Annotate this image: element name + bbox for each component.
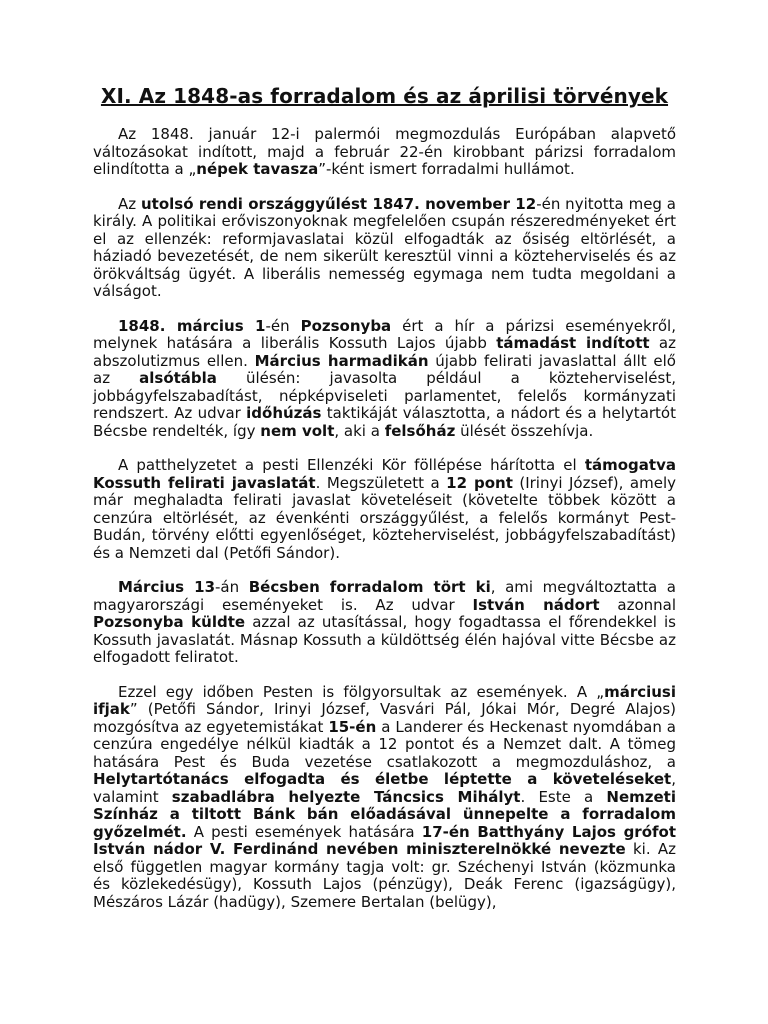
bold-text-run: szabadlábra helyezte Táncsics Mihályt	[171, 787, 521, 806]
paragraph-6	[93, 684, 676, 912]
bold-text-run: Pozsonyba	[300, 316, 392, 335]
bold-text-run: támogatva Kossuth felirati javaslatát	[93, 456, 676, 492]
text-run: ” (Petőfi Sándor, Irinyi József, Vasvári Pál, Jókai Mór, Degré Alajos) mozgósítva az egyetemistákat	[93, 700, 676, 736]
text-run: , aki a	[334, 421, 385, 440]
bold-text-run: felsőház	[384, 421, 456, 440]
text-run: Az 1848. január 12-i palermói megmozdulás Európában alapvető változásokat indított, majd a február 22-én kirobbant párizsi forradalom elindította a „	[93, 125, 676, 178]
text-run: a Landerer és Heckenast nyomdában a cenzúra engedélye nélkül kiadták a 12 pontot és a Nemzet dalt. A tömeg hatására Pest és Buda vezetése csatlakozott a megmozduláshoz, a	[93, 717, 676, 771]
bold-text-run: népek tavasza	[196, 160, 319, 178]
bold-text-run: Március 13	[118, 578, 216, 596]
paragraph-5	[93, 579, 676, 667]
bold-text-run: Pozsonyba küldte	[93, 613, 246, 631]
paragraph-4	[93, 457, 676, 562]
text-run: újabb felirati javaslattal állt elő az	[93, 351, 676, 387]
bold-text-run: támadást indított	[496, 334, 650, 352]
paragraph-3	[93, 318, 676, 441]
text-run: -én	[265, 316, 301, 335]
bold-text-run: 15-én	[328, 717, 377, 736]
text-run: , ami megváltoztatta a magyarországi eseményeket is. Az udvar	[93, 578, 677, 614]
text-run: ülését összehívja.	[455, 421, 594, 440]
text-run: Az	[118, 194, 141, 213]
bold-text-run: Bécsben forradalom tört ki	[248, 578, 491, 596]
text-run: (Irinyi József), amely már meghaladta felirati javaslat követeléseit (követelte többek között a cenzúra eltörlését, az évenkénti országgyűlést, a felelős kormányt Pest-Budán, törvény előtti egyenlőséget, közteherviselést, jobbágyfelszabadítást) és a Nemzeti dal (Petőfi Sándor).	[93, 473, 676, 562]
text-run: , valamint	[93, 770, 676, 806]
bold-text-run: Nemzeti Színház a tiltott Bánk bán előadásával ünnepelte a forradalom győzelmét.	[93, 787, 676, 841]
bold-text-run: 1848. március 1	[118, 316, 266, 335]
bold-text-run: István nádort	[472, 595, 600, 614]
bold-text-run: időhúzás	[246, 404, 322, 422]
text-run: ülésén: javasolta például a közteherviselést, jobbágyfelszabadítást, népképviseleti parlamentet, felelős kormányzati rendszert. Az udvar	[93, 369, 676, 422]
paragraph-2	[93, 196, 676, 301]
text-run: Ezzel egy időben Pesten is fölgyorsultak az események. A „	[118, 682, 605, 701]
text-run: azonnal	[599, 595, 676, 614]
bold-text-run: utolsó rendi országgyűlést 1847. november 12	[140, 194, 537, 213]
text-run: taktikáját választotta, a nádort és a helytartót Bécsbe rendelték, így	[93, 404, 676, 440]
text-run: -án	[215, 578, 249, 596]
bold-text-run: Március harmadikán	[254, 351, 429, 370]
text-run: A pesti események hatására	[186, 822, 422, 841]
bold-text-run: Helytartótanács elfogadta és életbe léptette a követeléseket	[93, 770, 672, 788]
text-run: ért a hír a párizsi eseményekről, melynek hatására a liberális Kossuth Lajos újabb	[93, 316, 676, 352]
text-run: . Megszületett a	[315, 473, 447, 492]
text-run: az abszolutizmus ellen.	[93, 334, 676, 370]
bold-text-run: márciusi ifjak	[93, 682, 676, 718]
bold-text-run: nem volt	[260, 421, 335, 440]
document-title: XI. Az 1848-as forradalom és az áprilisi törvények	[100, 84, 669, 108]
bold-text-run: 12 pont	[446, 473, 513, 492]
text-run: ”-ként ismert forradalmi hullámot.	[318, 160, 575, 178]
bold-text-run: 17-én Batthyány Lajos grófot István nádor V. Ferdinánd nevében miniszterelnökké nevezte	[93, 822, 677, 858]
text-run: . Este a	[520, 787, 607, 806]
paragraph-1	[93, 126, 676, 179]
bold-text-run: alsótábla	[139, 369, 217, 387]
text-run: azzal az utasítással, hogy fogadtassa el főrendekkel is Kossuth javaslatát. Másnap Kossuth a küldöttség élén hajóval vitte Bécsbe az elfogadott feliratot.	[93, 613, 677, 666]
text-run: A patthelyzetet a pesti Ellenzéki Kör föllépése hárította el	[118, 456, 585, 474]
text-run: ki. Az első független magyar kormány tagja volt: gr. Széchenyi István (közmunka és közlekedésügy), Kossuth Lajos (pénzügy), Deák Ferenc (igazságügy), Mészáros Lázár (hadügy), Szemere Bertalan (belügy),	[93, 840, 677, 911]
text-run: -én nyitotta meg a király. A politikai erőviszonyoknak megfelelően csupán részeredményeket ért el az ellenzék: reformjavaslatai közül elfogadták az ősiség eltörlését, a háziadó bevezetését, de nem sikerült keresztül vinni a közteherviselés és az örökváltság ügyét. A liberális nemesség egymaga nem tudta megoldani a válságot.	[93, 194, 676, 300]
